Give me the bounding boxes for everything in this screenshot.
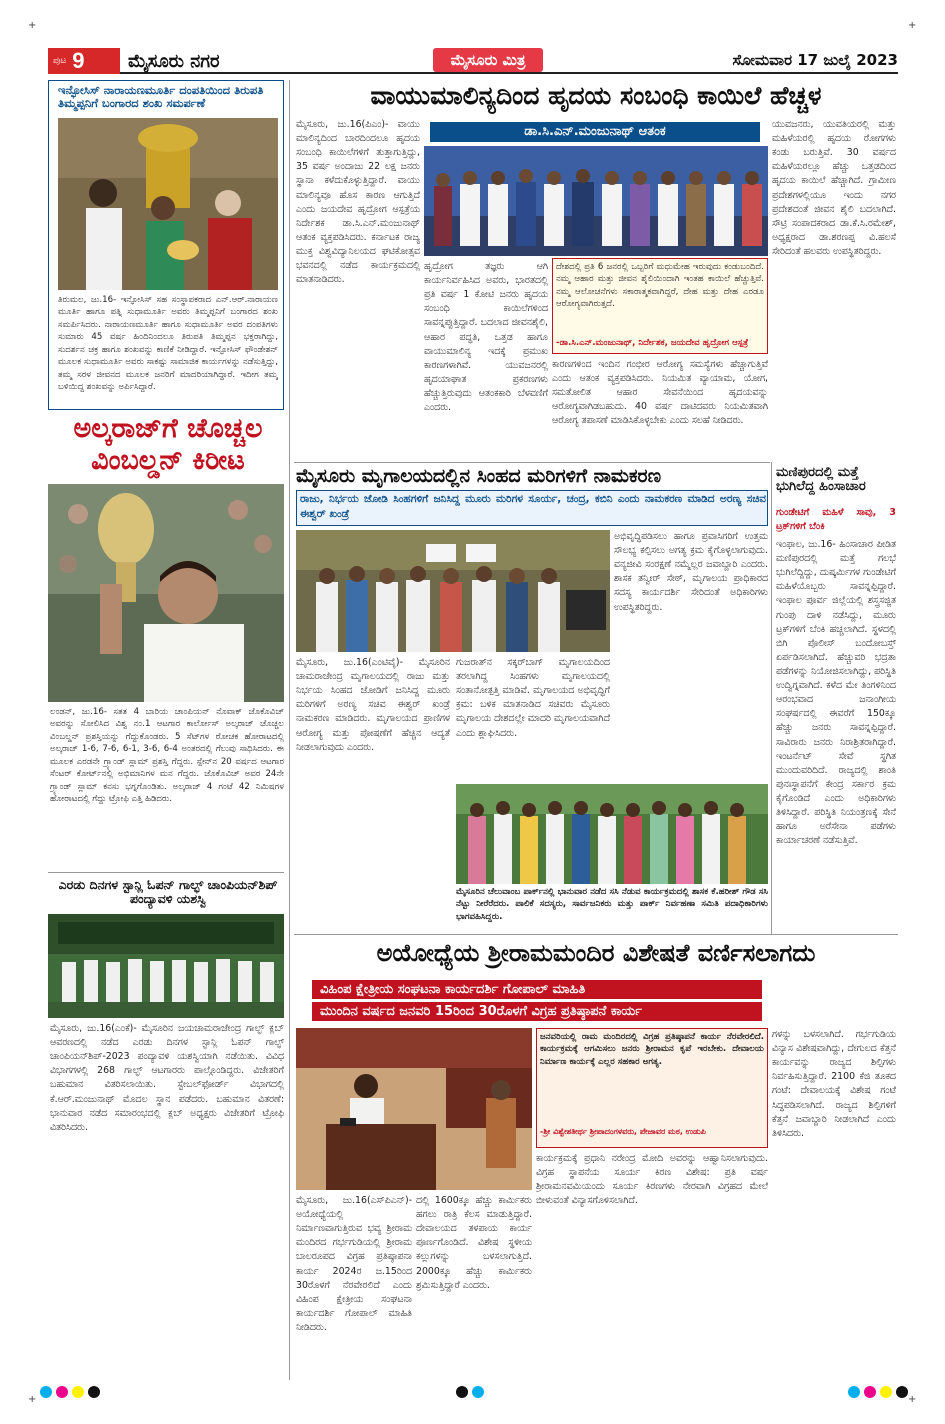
divider [294,462,770,463]
heart-kicker: ಡಾ.ಸಿ.ಎನ್.ಮಂಜುನಾಥ್ ಆತಂಕ [430,122,760,142]
registration-dot [472,1386,484,1398]
heart-col4: ಯುವಜನರು, ಯುವತಿಯರಲ್ಲಿ ಮತ್ತು ಮಹಿಳೆಯರಲ್ಲಿ ಹೃದಯ ರೋಗಗಳು ಕಂಡು ಬರುತ್ತಿವೆ. 30 ವರ್ಷದ ಮಹಿಳೆಯರಲ್ಲೂ ಹೆಚ್ಚು ಒತ್ತಡದಿಂದ ಹೃದಯ ಕಾಯಿಲೆ ಹೆಚ್ಚಾಗಿದೆ. ಗ್ರಾಮೀಣ ಪ್ರದೇಶಗಳಲ್ಲಿಯೂ ಇಂದು ನಗರ ಪ್ರದೇಶದಂತೆ ಜೀವನ ಶೈಲಿ ಬದಲಾಗಿದೆ. ಸೌಟ್ರಿ ಸಂಪಾದಕರಾದ ಡಾ.ಕೆ.ಸಿ.ರಮೇಶ್, ಅಧ್ಯಕ್ಷರಾದ ಡಾ.ಶರಣಪ್ಪ ವಿ.ಹಲಸೆ ಸೇರಿದಂತೆ ಹಲವರು ಉಪಸ್ಥಿತರಿದ್ದರು. [772,119,896,257]
heart-photo-caption: ದೇಶದಲ್ಲಿ ಪ್ರತಿ 6 ಜನರಲ್ಲಿ ಒಬ್ಬರಿಗೆ ಮಧುಮೇಹ ಇರುವುದು ಕಂಡುಬಂದಿದೆ. ನಮ್ಮ ಆಹಾರ ಮತ್ತು ಜೀವನ ಶೈಲಿಯಿಂದಾಗಿ ಇಂತಹ ಕಾಯಿಲೆ ಹೆಚ್ಚುತ್ತಿವೆ. ನಮ್ಮ ಆಲೋಚನೆಗಳು ಸಕಾರಾತ್ಮಕವಾಗಿದ್ದರೆ, ದೇಹ ಮತ್ತು ದೇಹ ಎರಡೂ ಆರೋಗ್ಯವಾಗಿರುತ್ತದೆ. [556,262,764,310]
golf-photo [48,914,284,1018]
zoo-photo [296,530,610,652]
zoo-col2: ಗುಜರಾತ್‌ನ ಸಕ್ಕರ್‌ಬಾಗ್ ಮೃಗಾಲಯದಿಂದ ತರಲಾಗಿದ್ದ ಸಿಂಹಗಳು ಮೃಗಾಲಯದಲ್ಲಿ ಸಂತಾನೋತ್ಪತ್ತಿ ಮಾಡಿವೆ. ಮೃಗಾಲಯದ ಅಭಿವೃದ್ಧಿಗೆ ಕ್ರಮ: ಬಳಿಕ ಮಾತನಾಡಿದ ಸಚಿವರು ಮೈಸೂರು ಮೃಗಾಲಯ ದೇಶದಲ್ಲೇ ಮಾದರಿ ಮೃಗಾಲಯವಾಗಿದೆ ಎಂದು ಶ್ಲಾಘಿಸಿದರು. [456,657,610,739]
page-label: ಪುಟ [53,56,67,66]
ayodhya-col1: ಮೈಸೂರು, ಜು.16(ಎಸ್‌ಪಿಎನ್)- ಅಯೋಧ್ಯೆಯಲ್ಲಿ ನಿರ್ಮಾಣವಾಗುತ್ತಿರುವ ಭವ್ಯ ಶ್ರೀರಾಮ ಮಂದಿರದ ಗರ್ಭಗುಡಿಯಲ್ಲಿ ಶ್ರೀರಾಮ ಬಾಲರೂಪದ ವಿಗ್ರಹ ಪ್ರತಿಷ್ಠಾಪನಾ ಕಾರ್ಯ 2024ರ ಜ.15ರಿಂದ 30ರೊಳಗೆ ನೆರವೇರಲಿದೆ ಎಂದು ವಿಹಿಂಪ ಕ್ಷೇತ್ರೀಯ ಸಂಘಟನಾ ಕಾರ್ಯದರ್ಶಿ ಗೋಪಾಲ್ ಮಾಹಿತಿ ನೀಡಿದರು. [296,1195,412,1333]
infosys-photo [58,118,278,290]
ayodhya-photo [296,1028,532,1190]
registration-dot [88,1386,100,1398]
infosys-headline: ಇನ್ಫೋಸಿಸ್ ನಾರಾಯಣಮೂರ್ತಿ ದಂಪತಿಯಿಂದ ತಿರುಪತಿ ತಿಮ್ಮಪ್ಪನಿಗೆ ಬಂಗಾರದ ಶಂಖ ಸಮರ್ಪಣೆ [58,83,264,110]
heart-col3: ಕಾರಣಗಳಿಂದ ಇಂದಿನ ಗಂಭೀರ ಆರೋಗ್ಯ ಸಮಸ್ಯೆಗಳು ಹೆಚ್ಚಾಗುತ್ತಿವೆ ಎಂದು ಆತಂಕ ವ್ಯಕ್ತಪಡಿಸಿದರು. ನಿಯಮಿತ ವ್ಯಾಯಾಮ, ಯೋಗ, ಸಮತೋಲಿತ ಆಹಾರ ಸೇವನೆಯಿಂದ ಹೃದಯವನ್ನು ಆರೋಗ್ಯವಾಗಿಡಬಹುದು. 40 ವರ್ಷ ದಾಟಿದವರು ನಿಯಮಿತವಾಗಿ ಆರೋಗ್ಯ ತಪಾಸಣೆ ಮಾಡಿಸಿಕೊಳ್ಳಬೇಕು ಎಂದು ಸಲಹೆ ನೀಡಿದರು. [552,359,768,427]
registration-dot [72,1386,84,1398]
sapling-photo-art [456,784,768,884]
registration-dot [864,1386,876,1398]
zoo-col3: ಅಭಿವೃದ್ಧಿಪಡಿಸಲು ಹಾಗೂ ಪ್ರವಾಸಿಗರಿಗೆ ಉತ್ತಮ ಸೌಲಭ್ಯ ಕಲ್ಪಿಸಲು ಅಗತ್ಯ ಕ್ರಮ ಕೈಗೊಳ್ಳಲಾಗುವುದು. ವನ್ಯಜೀವಿ ಸಂರಕ್ಷಣೆ ನಮ್ಮೆಲ್ಲರ ಜವಾಬ್ದಾರಿ ಎಂದರು. ಶಾಸಕ ತನ್ವೀರ್ ಸೇಠ್, ಮೃಗಾಲಯ ಪ್ರಾಧಿಕಾರದ ಸದಸ್ಯ ಕಾರ್ಯದರ್ಶಿ ಸೇರಿದಂತೆ ಅಧಿಕಾರಿಗಳು ಉಪಸ್ಥಿತರಿದ್ದರು. [614,531,768,613]
registration-dot [896,1386,908,1398]
sapling-caption: ಮೈಸೂರಿನ ಚೆಲುವಾಂಬ ಪಾರ್ಕ್‌ನಲ್ಲಿ ಭಾನುವಾರ ನಡೆದ ಸಸಿ ನೆಡುವ ಕಾರ್ಯಕ್ರಮದಲ್ಲಿ ಶಾಸಕ ಕೆ.ಹರೀಶ್ ಗೌಡ ಸಸಿ ನೆಟ್ಟು ನೀರೆರೆದರು. ಪಾಲಿಕೆ ಸದಸ್ಯರು, ಸಾರ್ವಜನಿಕರು ಮತ್ತು ಪಾರ್ಕ್ ನಿರ್ವಹಣಾ ಸಮಿತಿ ಪದಾಧಿಕಾರಿಗಳು ಭಾಗವಹಿಸಿದ್ದರು. [456,887,768,922]
heart-col2: ಹೃದ್ರೋಗ ತಜ್ಞರು ಆಗಿ ಕಾರ್ಯನಿರ್ವಹಿಸಿದ ಅವರು, ಭಾರತದಲ್ಲಿ ಪ್ರತಿ ವರ್ಷ 1 ಕೋಟಿ ಜನರು ಹೃದಯ ಸಂಬಂಧಿ ಕಾಯಿಲೆಗಳಿಂದ ಸಾವನ್ನಪ್ಪುತ್ತಿದ್ದಾರೆ. ಬದಲಾದ ಜೀವನಶೈಲಿ, ಆಹಾರ ಪದ್ಧತಿ, ಒತ್ತಡ ಹಾಗೂ ವಾಯುಮಾಲಿನ್ಯ ಇದಕ್ಕೆ ಪ್ರಮುಖ ಕಾರಣಗಳಾಗಿವೆ. ಯುವಜನರಲ್ಲಿ ಹೃದಯಾಘಾತ ಪ್ರಕರಣಗಳು ಹೆಚ್ಚುತ್ತಿರುವುದು ಆತಂಕಕಾರಿ ಬೆಳವಣಿಗೆ ಎಂದರು. [424,261,548,414]
heart-photo-caption-credit: -ಡಾ.ಸಿ.ಎನ್.ಮಂಜುನಾಥ್, ನಿರ್ದೇಶಕ, ಜಯದೇವ ಹೃದ್ರೋಗ ಆಸ್ಪತ್ರೆ [556,338,749,348]
alcaraz-body: ಲಂಡನ್, ಜು.16- ಸತತ 4 ಬಾರಿಯ ಚಾಂಪಿಯನ್ ನೊವಾಕ್ ಜೊಕೊವಿಚ್ ಅವರನ್ನು ಸೋಲಿಸಿದ ವಿಶ್ವ ನಂ.1 ಆಟಗಾರ ಕಾರ್ಲೋಸ್ ಅಲ್ಕರಾಜ್ ಚೊಚ್ಚಲ ವಿಂಬಲ್ಡನ್ ಪ್ರಶಸ್ತಿಯನ್ನು ಗೆದ್ದುಕೊಂಡರು. 5 ಸೆಟ್‌ಗಳ ರೋಚಕ ಹೋರಾಟದಲ್ಲಿ ಅಲ್ಕರಾಜ್ 1-6, 7-6, 6-1, 3-6, 6-4 ಅಂತರದಲ್ಲಿ ಗೆಲುವು ಸಾಧಿಸಿದರು. ಈ ಮೂಲಕ ಎರಡನೇ ಗ್ರ್ಯಾಂಡ್ ಸ್ಲಾಮ್ ಪ್ರಶಸ್ತಿ ಗೆದ್ದರು. ಸ್ಪೇನ್‌ನ 20 ವರ್ಷದ ಆಟಗಾರ ಸೆಂಟರ್ ಕೋರ್ಟ್‌ನಲ್ಲಿ ಅಭಿಮಾನಿಗಳ ಮನ ಗೆದ್ದರು. ಜೊಕೊವಿಚ್ ಅವರ 24ನೇ ಗ್ರ್ಯಾಂಡ್ ಸ್ಲಾಮ್ ಕನಸು ಭಗ್ನಗೊಂಡಿತು. ಅಲ್ಕರಾಜ್ 4 ಗಂಟೆ 42 ನಿಮಿಷಗಳ ಹೋರಾಟದಲ್ಲಿ ಗೆದ್ದು ಟ್ರೋಫಿ ಎತ್ತಿ ಹಿಡಿದರು. [50,707,284,805]
alcaraz-headline-line2: ವಿಂಬಲ್ಡನ್ ಕಿರೀಟ [91,445,245,476]
heart-photo-art [424,146,768,256]
ayodhya-quote: ಜನವರಿಯಲ್ಲಿ ರಾಮ ಮಂದಿರದಲ್ಲಿ ವಿಗ್ರಹ ಪ್ರತಿಷ್ಠಾಪನೆ ಕಾರ್ಯ ನೆರವೇರಲಿದೆ. ಕಾರ್ಯಕ್ರಮಕ್ಕೆ ಆಗಮಿಸಲು ಜನರು ಶ್ರೀರಾಮನ ಕೃಪೆ ಇರಬೇಕು. ದೇವಾಲಯ ನಿರ್ಮಾಣ ಕಾರ್ಯಕ್ಕೆ ಎಲ್ಲರ ಸಹಕಾರ ಅಗತ್ಯ. [540,1032,764,1067]
zoo-photo-art [296,530,610,652]
zoo-headline: ಮೈಸೂರು ಮೃಗಾಲಯದಲ್ಲಿನ ಸಿಂಹದ ಮರಿಗಳಿಗೆ ನಾಮಕರಣ [296,465,662,487]
alcaraz-photo-art [48,484,284,702]
ayodhya-quote-credit: -ಶ್ರೀ ವಿಶ್ವೇಶತೀರ್ಥ ಶ್ರೀಪಾದಂಗಳವರು, ಪೇಜಾವರ ಮಠ, ಉಡುಪಿ [540,1127,706,1136]
golf-photo-art [48,914,284,1018]
manipur-body: ಇಂಫಾಲ, ಜು.16- ಹಿಂಸಾಚಾರ ಪೀಡಿತ ಮಣಿಪುರದಲ್ಲಿ ಮತ್ತೆ ಗಲಭೆ ಭುಗಿಲೆದ್ದಿದ್ದು, ದುಷ್ಕರ್ಮಿಗಳ ಗುಂಡೇಟಿಗೆ ಮಹಿಳೆಯೊಬ್ಬರು ಸಾವನ್ನಪ್ಪಿದ್ದಾರೆ. ಇಂಫಾಲ ಪೂರ್ವ ಜಿಲ್ಲೆಯಲ್ಲಿ ಶಸ್ತ್ರಸಜ್ಜಿತ ಗುಂಪು ದಾಳಿ ನಡೆಸಿದ್ದು, ಮೂರು ಟ್ರಕ್‌ಗಳಿಗೆ ಬೆಂಕಿ ಹಚ್ಚಲಾಗಿದೆ. ಸ್ಥಳದಲ್ಲಿ ಬಿಗಿ ಪೊಲೀಸ್ ಬಂದೋಬಸ್ತ್ ಏರ್ಪಡಿಸಲಾಗಿದೆ. ಹೆಚ್ಚುವರಿ ಭದ್ರತಾ ಪಡೆಗಳನ್ನು ನಿಯೋಜಿಸಲಾಗಿದ್ದು, ಪರಿಸ್ಥಿತಿ ಉದ್ವಿಗ್ನವಾಗಿದೆ. ಕಳೆದ ಮೇ ತಿಂಗಳಿನಿಂದ ಆರಂಭವಾದ ಜನಾಂಗೀಯ ಸಂಘರ್ಷದಲ್ಲಿ ಈವರೆಗೆ 150ಕ್ಕೂ ಹೆಚ್ಚು ಜನರು ಸಾವನ್ನಪ್ಪಿದ್ದಾರೆ. ಸಾವಿರಾರು ಜನರು ನಿರಾಶ್ರಿತರಾಗಿದ್ದಾರೆ. ಇಂಟರ್ನೆಟ್ ಸೇವೆ ಸ್ಥಗಿತ ಮುಂದುವರಿದಿದೆ. ರಾಜ್ಯದಲ್ಲಿ ಶಾಂತಿ ಪುನಃಸ್ಥಾಪನೆಗೆ ಕೇಂದ್ರ ಸರ್ಕಾರ ಕ್ರಮ ಕೈಗೊಂಡಿದೆ ಎಂದು ಅಧಿಕಾರಿಗಳು ತಿಳಿಸಿದ್ದಾರೆ. ಪರಿಸ್ಥಿತಿ ನಿಯಂತ್ರಣಕ್ಕೆ ಸೇನೆ ಹಾಗೂ ಅರೆಸೇನಾ ಪಡೆಗಳು ಕಾರ್ಯಾಚರಣೆ ನಡೆಸುತ್ತಿವೆ. [776,539,896,847]
heart-col1: ಮೈಸೂರು, ಜು.16(ಪಿಎಂ)- ವಾಯು ಮಾಲಿನ್ಯದಿಂದ ಬಾರದಿಂದಲೂ ಹೃದಯ ಸಂಬಂಧಿ ಕಾಯಿಲೆಗಳಿಗೆ ತುತ್ತಾಗುತ್ತಿದ್ದು, 35 ವರ್ಷ ಅಂದಾಜು 22 ಲಕ್ಷ ಜನರು ಸ್ಥಾನಾ ಕಳೆದುಕೊಳ್ಳುತ್ತಿದ್ದಾರೆ. ವಾಯು ಮಾಲಿನ್ಯವೂ ಹೊಸ ಕಾರಣ ಆಗುತ್ತಿದೆ ಎಂದು ಜಯದೇವ ಹೃದ್ರೋಗ ಆಸ್ಪತ್ರೆಯ ನಿರ್ದೇಶಕ ಡಾ.ಸಿ.ಎನ್.ಮಂಜುನಾಥ್ ಆತಂಕ ವ್ಯಕ್ತಪಡಿಸಿದರು. ಕರ್ನಾಟಕ ರಾಜ್ಯ ಮುಕ್ತ ವಿಶ್ವವಿದ್ಯಾನಿಲಯದ ಘಟಿಕೋತ್ಸವ ಭವನದಲ್ಲಿ ನಡೆದ ಕಾರ್ಯಕ್ರಮದಲ್ಲಿ ಮಾತನಾಡಿದರು. [296,119,420,286]
registration-dot [848,1386,860,1398]
page-number: 9 [72,48,85,73]
golf-headline: ಎರಡು ದಿನಗಳ ಸ್ಟಾನ್ಲಿ ಓಪನ್ ಗಾಲ್ಫ್ ಚಾಂಪಿಯನ್‌ಶಿಪ್ ಪಂದ್ಯಾವಳಿ ಯಶಸ್ವಿ [58,877,278,906]
divider [48,872,284,873]
masthead [48,48,898,74]
crop-mark: + [28,1394,37,1405]
manipur-sub: ಗುಂಡೇಟಿಗೆ ಮಹಿಳೆ ಸಾವು, 3 ಟ್ರಕ್‌ಗಳಿಗೆ ಬೆಂಕಿ [776,507,896,532]
ayodhya-photo-art [296,1028,532,1190]
column-divider [289,80,290,1380]
page-tag [48,48,120,74]
dateline: ಸೋಮವಾರ 17 ಜುಲೈ 2023 [732,51,898,69]
crop-mark: + [908,1394,917,1405]
ayodhya-bullet-2: ಮುಂದಿನ ವರ್ಷದ ಜನವರಿ 15ರಿಂದ 30ರೊಳಗೆ ವಿಗ್ರಹ ಪ್ರತಿಷ್ಠಾಪನೆ ಕಾರ್ಯ [312,1002,762,1021]
alcaraz-headline-line1: ಅಲ್ಕರಾಜ್‌ಗೆ ಚೊಚ್ಚಲ [73,413,263,444]
manipur-headline: ಮಣಿಪುರದಲ್ಲಿ ಮತ್ತೆ ಭುಗಿಲೆದ್ದ ಹಿಂಸಾಚಾರ [776,465,866,495]
golf-body: ಮೈಸೂರು, ಜು.16(ಎಂಕೆ)- ಮೈಸೂರಿನ ಜಯಚಾಮರಾಜೇಂದ್ರ ಗಾಲ್ಫ್ ಕ್ಲಬ್ ಆವರಣದಲ್ಲಿ ನಡೆದ ಎರಡು ದಿನಗಳ ಸ್ಟಾನ್ಲಿ ಓಪನ್ ಗಾಲ್ಫ್ ಚಾಂಪಿಯನ್‌ಶಿಪ್-2023 ಪಂದ್ಯಾವಳಿ ಯಶಸ್ವಿಯಾಗಿ ನಡೆಯಿತು. ವಿವಿಧ ವಿಭಾಗಗಳಲ್ಲಿ 268 ಗಾಲ್ಫ್ ಆಟಗಾರರು ಪಾಲ್ಗೊಂಡಿದ್ದರು. ವಿಜೇತರಿಗೆ ಬಹುಮಾನ ವಿತರಿಸಲಾಯಿತು. ಸ್ಟೇಬಲ್‌ಫೋರ್ಡ್ ವಿಭಾಗದಲ್ಲಿ ಕೆ.ಆರ್.ಮಂಜುನಾಥ್ ಮೊದಲ ಸ್ಥಾನ ಪಡೆದರು. ಬಹುಮಾನ ವಿತರಣೆ: ಭಾನುವಾರ ನಡೆದ ಸಮಾರಂಭದಲ್ಲಿ ಕ್ಲಬ್ ಅಧ್ಯಕ್ಷರು ವಿಜೇತರಿಗೆ ಟ್ರೋಫಿ ವಿತರಿಸಿದರು. [50,1023,284,1133]
column-divider [771,462,772,934]
registration-dot [880,1386,892,1398]
ayodhya-col3: ಕಾರ್ಯಕ್ರಮಕ್ಕೆ ಪ್ರಧಾನಿ ನರೇಂದ್ರ ಮೋದಿ ಅವರನ್ನು ಆಹ್ವಾನಿಸಲಾಗುವುದು. ವಿಗ್ರಹ ಸ್ಥಾಪನೆಯ ಸೂರ್ಯ ಕಿರಣ ವಿಶೇಷ: ಪ್ರತಿ ವರ್ಷ ಶ್ರೀರಾಮನವಮಿಯಂದು ಸೂರ್ಯ ಕಿರಣಗಳು ನೇರವಾಗಿ ವಿಗ್ರಹದ ಮೇಲೆ ಬೀಳುವಂತೆ ವಿನ್ಯಾಸಗೊಳಿಸಲಾಗಿದೆ. [536,1153,768,1207]
registration-dot [456,1386,468,1398]
paper-logo: ಮೈಸೂರು ಮಿತ್ರ [433,48,543,72]
registration-dot [56,1386,68,1398]
crop-mark: + [908,20,917,31]
heart-headline: ವಾಯುಮಾಲಿನ್ಯದಿಂದ ಹೃದಯ ಸಂಬಂಧಿ ಕಾಯಿಲೆ ಹೆಚ್ಚಳ [370,81,822,110]
zoo-col1: ಮೈಸೂರು, ಜು.16(ಎಂಟಿವೈ)- ಮೈಸೂರಿನ ಚಾಮರಾಜೇಂದ್ರ ಮೃಗಾಲಯದಲ್ಲಿ ರಾಜು ಮತ್ತು ನಿರ್ಭಯ ಸಿಂಹದ ಜೋಡಿಗೆ ಜನಿಸಿದ್ದ ಮೂರು ಮರಿಗಳಿಗೆ ಅರಣ್ಯ ಸಚಿವ ಈಶ್ವರ್ ಖಂಡ್ರೆ ನಾಮಕರಣ ಮಾಡಿದರು. ಮೃಗಾಲಯದ ಪ್ರಾಣಿಗಳ ಆರೋಗ್ಯ ಮತ್ತು ಪೋಷಣೆಗೆ ಹೆಚ್ಚಿನ ಆದ್ಯತೆ ನೀಡಲಾಗುವುದು ಎಂದರು. [296,657,450,753]
zoo-bullet: ರಾಜು, ನಿರ್ಭಯ ಜೋಡಿ ಸಿಂಹಗಳಿಗೆ ಜನಿಸಿದ್ದ ಮೂರು ಮರಿಗಳ ಸೂರ್ಯ, ಚಂದ್ರ, ಕಬಿನಿ ಎಂದು ನಾಮಕರಣ ಮಾಡಿದ ಅರಣ್ಯ ಸಚಿವ ಈಶ್ವರ್ ಖಂಡ್ರೆ [300,493,766,521]
ayodhya-bullet-1: ವಿಹಿಂಪ ಕ್ಷೇತ್ರೀಯ ಸಂಘಟನಾ ಕಾರ್ಯದರ್ಶಿ ಗೋಪಾಲ್ ಮಾಹಿತಿ [312,980,762,999]
ayodhya-col2: ದಲ್ಲಿ 1600ಕ್ಕೂ ಹೆಚ್ಚು ಕಾರ್ಮಿಕರು ಹಗಲು ರಾತ್ರಿ ಕೆಲಸ ಮಾಡುತ್ತಿದ್ದಾರೆ. ದೇವಾಲಯದ ತಳಪಾಯ ಕಾರ್ಯ ಪೂರ್ಣಗೊಂಡಿದೆ. ವಿಶೇಷ ಸ್ಥಳೀಯ ಕಲ್ಲುಗಳನ್ನು ಬಳಸಲಾಗುತ್ತಿದೆ. 2000ಕ್ಕೂ ಹೆಚ್ಚು ಕಾರ್ಮಿಕರು ಶ್ರಮಿಸುತ್ತಿದ್ದಾರೆ ಎಂದರು. [416,1195,532,1291]
registration-dot [40,1386,52,1398]
sapling-photo [456,784,768,884]
divider [294,934,898,935]
ayodhya-col4: ಗಳನ್ನು ಬಳಸಲಾಗಿದೆ. ಗರ್ಭಗುಡಿಯ ವಿನ್ಯಾಸ ವಿಶೇಷವಾಗಿದ್ದು, ದೇಗುಲದ ಕೆತ್ತನೆ ಕಾರ್ಯವನ್ನು ರಾಜ್ಯದ ಶಿಲ್ಪಿಗಳು ನಿರ್ವಹಿಸುತ್ತಿದ್ದಾರೆ. 2100 ಕೆಜಿ ತೂಕದ ಗಂಟೆ: ದೇವಾಲಯಕ್ಕೆ ವಿಶೇಷ ಗಂಟೆ ಸಿದ್ಧಪಡಿಸಲಾಗಿದೆ. ರಾಜ್ಯದ ಶಿಲ್ಪಿಗಳಿಗೆ ಕೆತ್ತನೆ ಜವಾಬ್ದಾರಿ ನೀಡಲಾಗಿದೆ ಎಂದು ತಿಳಿಸಿದರು. [772,1029,896,1139]
section-name: ಮೈಸೂರು ನಗರ [128,51,220,72]
crop-mark: + [28,20,37,31]
ayodhya-headline: ಅಯೋಧ್ಯೆಯ ಶ್ರೀರಾಮಮಂದಿರ ವಿಶೇಷತೆ ವರ್ಣಿಸಲಾಗದು [376,938,816,967]
infosys-body: ತಿರುಮಲ, ಜು.16- ಇನ್ಫೋಸಿಸ್ ಸಹ ಸಂಸ್ಥಾಪಕರಾದ ಎನ್.ಆರ್.ನಾರಾಯಣ ಮೂರ್ತಿ ಹಾಗೂ ಪತ್ನಿ ಸುಧಾಮೂರ್ತಿ ಅವರು ತಿಮ್ಮಪ್ಪನಿಗೆ ಬಂಗಾರದ ಶಂಖ ಸಮರ್ಪಿಸಿದರು. ನಾರಾಯಣಮೂರ್ತಿ ಹಾಗೂ ಸುಧಾಮೂರ್ತಿ ಅವರ ದಂಪತಿಗಳು ಸುಮಾರು 45 ವರ್ಷ ಹಿಂದಿನಿಂದಲೂ ತಿರುಪತಿ ತಿಮ್ಮಪ್ಪನ ಭಕ್ತರಾಗಿದ್ದು, ಸುದರ್ಶನ ಚಕ್ರ ಹಾಗೂ ಶಂಖವನ್ನು ಕಾಣಿಕೆ ನೀಡಿದ್ದಾರೆ. ಇನ್ಫೋಸಿಸ್ ಫೌಂಡೇಶನ್ ಮೂಲಕ ಸುಧಾಮೂರ್ತಿ ಅವರು ಸಾಕಷ್ಟು ಸಾಮಾಜಿಕ ಕಾರ್ಯಗಳನ್ನು ನಡೆಸುತ್ತಿದ್ದು, ತಮ್ಮ ಸರಳ ಜೀವನದ ಮೂಲಕ ಜನರಿಗೆ ಮಾದರಿಯಾಗಿದ್ದಾರೆ. ಇದೀಗ ತಮ್ಮ ಬಳಿಯಿದ್ದ ಶಂಖವನ್ನು ಅರ್ಪಿಸಿದ್ದಾರೆ. [58,295,278,393]
heart-photo [424,146,768,256]
infosys-photo-art [58,118,278,290]
alcaraz-photo [48,484,284,702]
